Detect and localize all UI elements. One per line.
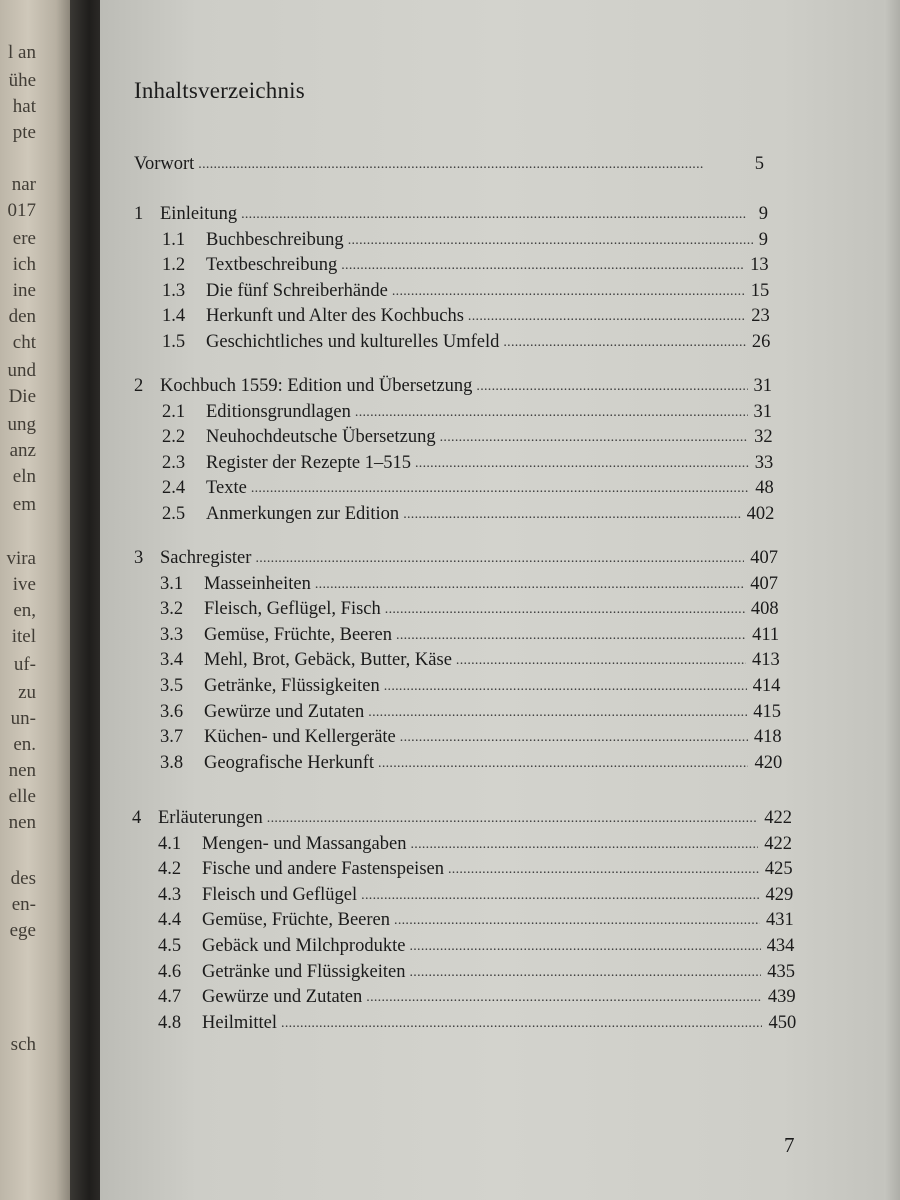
toc-entry-page: 439 (767, 987, 796, 1008)
toc-entry-page: 422 (764, 833, 792, 854)
dot-leader (198, 157, 748, 173)
dot-leader (392, 284, 745, 300)
left-text-fragment: sch (10, 1034, 36, 1055)
dot-leader (396, 628, 746, 644)
left-text-fragment: un- (10, 708, 36, 729)
toc-entry-page: 23 (751, 306, 770, 327)
left-text-fragment: den (8, 306, 36, 327)
left-text-fragment: ühe (8, 70, 36, 91)
dot-leader (385, 602, 745, 618)
left-text-fragment: nar (11, 174, 36, 195)
dot-leader (468, 309, 745, 325)
toc-entry-number: 4.1 (158, 833, 182, 854)
toc-entry-label: Geografische Herkunft (204, 752, 375, 773)
toc-entry-page: 407 (750, 573, 778, 594)
toc-entry-number: 1.3 (162, 280, 186, 301)
toc-entry-label: Gewürze und Zutaten (202, 987, 363, 1008)
dot-leader (255, 551, 744, 567)
dot-leader (355, 405, 748, 421)
toc-section-row (160, 676, 780, 700)
toc-entry-page: 450 (768, 1012, 797, 1033)
toc-entry-page: 408 (750, 599, 779, 620)
toc-chapter-row (134, 376, 772, 400)
toc-title: Inhaltsverzeichnis (134, 78, 305, 103)
left-text-fragment: ung (7, 414, 36, 435)
dot-leader (251, 481, 749, 497)
toc-entry-page: 414 (752, 676, 781, 696)
left-text-fragment: ive (12, 574, 36, 595)
left-text-fragment: nen (8, 760, 36, 781)
toc-entry-number: 4.6 (158, 961, 182, 982)
toc-entry-page: 15 (750, 280, 770, 301)
left-text-fragment: ine (12, 280, 36, 301)
toc-entry-number: 2.4 (162, 478, 186, 499)
toc-entry-number: 3.8 (160, 752, 184, 773)
toc-entry-number: 2.2 (162, 427, 186, 448)
toc-entry-label: Register der Rezepte 1–515 (206, 452, 411, 473)
toc-section-row (160, 727, 782, 751)
left-text-fragment: eln (12, 466, 36, 487)
toc-entry-page: 9 (758, 229, 768, 250)
toc-entry-number: 3.4 (160, 650, 184, 671)
toc-entry-number: 4.2 (158, 859, 182, 880)
left-text-fragment: hat (12, 96, 36, 117)
toc-entry-page: 418 (753, 727, 782, 748)
toc-section-row (162, 306, 770, 330)
toc-entry-number: 1.2 (162, 255, 186, 276)
toc-entry-page: 407 (750, 548, 778, 568)
toc-entry-label: Küchen- und Kellergeräte (204, 727, 396, 748)
toc-chapter-row (134, 548, 778, 572)
toc-entry-number: 3.1 (160, 573, 184, 594)
toc-entry-page: 434 (766, 936, 795, 956)
dot-leader (368, 705, 747, 721)
toc-entry-page: 32 (754, 427, 773, 448)
dot-leader (281, 1016, 762, 1032)
toc-section-row (160, 650, 780, 674)
toc-entry-label: Gewürze und Zutaten (204, 701, 365, 722)
toc-entry-page: 33 (754, 452, 774, 473)
toc-entry-page: 420 (754, 752, 783, 773)
toc-entry-number: 2 (134, 376, 144, 396)
toc-entry-label: Fische und andere Fastenspeisen (202, 859, 444, 880)
toc-section-row (162, 332, 770, 356)
toc-entry-label: Neuhochdeutsche Übersetzung (206, 427, 436, 448)
toc-chapter-row (134, 204, 768, 228)
dot-leader (448, 862, 759, 878)
toc-entry-page: 9 (758, 204, 768, 224)
toc-entry-label: Gemüse, Früchte, Beeren (204, 624, 393, 645)
left-text-fragment: nen (8, 812, 36, 833)
dot-leader (410, 837, 758, 853)
toc-entry-label: Mengen- und Massangaben (202, 833, 407, 854)
toc-entry-number: 1.4 (162, 306, 186, 327)
toc-entry-number: 4.8 (158, 1012, 182, 1033)
dot-leader (394, 913, 760, 929)
toc-entry-page: 48 (755, 478, 774, 499)
toc-entry-page: 411 (752, 624, 780, 645)
toc-entry-page: 425 (764, 859, 793, 880)
toc-entry-page: 413 (752, 650, 780, 671)
toc-entry-number: 3.5 (160, 676, 184, 696)
toc-entry-page: 429 (765, 884, 794, 905)
dot-leader (315, 577, 744, 593)
dot-leader (403, 507, 740, 523)
toc-entry-label: Masseinheiten (204, 573, 311, 594)
toc-entry-number: 2.1 (162, 401, 186, 422)
page-number: 7 (784, 1133, 795, 1157)
toc-chapter-row (132, 808, 792, 832)
left-text-fragment: itel (11, 626, 36, 647)
toc-entry-number: 4.5 (158, 936, 182, 956)
dot-leader (415, 456, 749, 472)
toc-entry-label: Getränke und Flüssigkeiten (202, 961, 406, 982)
toc-entry-number: 2.3 (162, 452, 186, 473)
toc-entry-label: Herkunft und Alter des Kochbuchs (206, 306, 464, 327)
toc-entry-number: 2.5 (162, 504, 186, 524)
right-page-edge (884, 0, 900, 1200)
toc-entry-page: 31 (753, 401, 772, 422)
toc-entry-page: 13 (750, 255, 769, 276)
left-text-fragment: pte (12, 122, 36, 143)
dot-leader (384, 679, 747, 695)
toc-entry-label: Die fünf Schreiberhände (206, 280, 388, 301)
toc-entry-number: 4.3 (158, 884, 182, 905)
toc-entry-number: 3.3 (160, 624, 184, 645)
dot-leader (361, 888, 759, 904)
toc-section-row (158, 962, 795, 986)
toc-entry-label: Geschichtliches und kulturelles Umfeld (206, 332, 500, 352)
toc-entry-number: 3 (134, 548, 144, 568)
toc-entry-label: Texte (206, 478, 247, 499)
toc-entry-page: 31 (753, 376, 772, 396)
toc-entry-label: Erläuterungen (158, 808, 263, 828)
dot-leader (476, 379, 747, 395)
toc-entry-page: 26 (751, 332, 771, 352)
toc-entry-label: Anmerkungen zur Edition (206, 504, 400, 524)
toc-entry-page: 402 (746, 504, 775, 524)
toc-section-row (158, 936, 794, 960)
toc-preface-row (134, 154, 764, 178)
dot-leader (440, 430, 748, 446)
book-gutter (70, 0, 102, 1200)
toc-section-row (158, 910, 794, 934)
toc-section-row (158, 987, 796, 1011)
toc-entry-page: 435 (767, 961, 795, 982)
toc-entry-label: Gemüse, Früchte, Beeren (202, 910, 391, 931)
toc-entry-label: Heilmittel (202, 1012, 278, 1033)
toc-entry-label: Editionsgrundlagen (206, 401, 351, 422)
dot-leader (409, 965, 761, 981)
toc-entry-label: Kochbuch 1559: Edition und Übersetzung (160, 376, 473, 396)
toc-entry-label: Buchbeschreibung (206, 229, 344, 250)
toc-entry-label: Sachregister (160, 548, 252, 568)
left-text-fragment: des (10, 868, 36, 889)
left-text-fragment: en- (11, 894, 36, 915)
toc-entry-number: 4.4 (158, 910, 182, 931)
toc-section-row (160, 599, 779, 623)
toc-section-row (162, 504, 774, 528)
dot-leader (241, 207, 753, 223)
toc-entry-label: Gebäck und Milchprodukte (202, 936, 406, 956)
left-text-fragment: em (12, 494, 36, 515)
toc-entry-number: 4 (132, 808, 142, 828)
toc-entry-label: Getränke, Flüssigkeiten (204, 676, 380, 696)
left-text-fragment: elle (8, 786, 36, 807)
toc-entry-label: Fleisch, Geflügel, Fisch (204, 599, 381, 620)
left-text-fragment: zu (18, 682, 36, 703)
toc-entry-number: 1.1 (162, 229, 186, 250)
toc-section-row (160, 753, 782, 777)
left-text-fragment: ege (9, 920, 36, 941)
left-text-fragment: en, (13, 600, 36, 621)
toc-entry-label: Fleisch und Geflügel (202, 884, 358, 905)
dot-leader (348, 233, 753, 249)
dot-leader (341, 258, 744, 274)
toc-section-row (162, 478, 774, 502)
left-text-fragment: und (7, 360, 36, 381)
toc-entry-label: Mehl, Brot, Gebäck, Butter, Käse (204, 650, 452, 671)
left-text-fragment: uf- (13, 654, 36, 675)
dot-leader (400, 730, 748, 746)
toc-entry-label: Vorwort (134, 154, 195, 174)
toc-entry-page: 415 (753, 701, 781, 722)
toc-section-row (162, 230, 768, 254)
toc-section-row (160, 574, 778, 598)
toc-entry-number: 3.2 (160, 599, 184, 620)
left-text-fragment: cht (12, 332, 36, 353)
toc-section-row (158, 834, 792, 858)
toc-section-row (160, 702, 781, 726)
toc-entry-label: Einleitung (160, 204, 238, 224)
toc-section-row (158, 1013, 796, 1037)
toc-section-row (162, 281, 769, 305)
toc-entry-number: 4.7 (158, 987, 182, 1008)
left-text-fragment: 017 (7, 200, 36, 221)
toc-entry-label: Textbeschreibung (206, 255, 338, 276)
toc-entry-page: 5 (754, 154, 764, 174)
left-text-fragment: l an (8, 42, 36, 63)
toc-entry-page: 422 (764, 808, 792, 828)
toc-entry-page: 431 (766, 910, 794, 931)
toc-section-row (162, 255, 769, 279)
toc-entry-number: 3.6 (160, 701, 184, 722)
dot-leader (503, 335, 746, 351)
left-text-fragment: anz (9, 440, 36, 461)
left-text-fragment: ere (12, 228, 36, 249)
dot-leader (267, 811, 758, 827)
left-text-fragment: en. (13, 734, 36, 755)
toc-section-row (158, 885, 793, 909)
left-text-fragment: vira (6, 548, 36, 569)
toc-section-row (162, 427, 773, 451)
toc-section-row (158, 859, 793, 883)
toc-entry-number: 1.5 (162, 332, 186, 352)
dot-leader (456, 653, 746, 669)
toc-section-row (160, 625, 779, 649)
left-text-fragment: Die (8, 386, 36, 407)
toc-section-row (162, 402, 772, 426)
toc-entry-number: 3.7 (160, 727, 184, 748)
toc-section-row (162, 453, 773, 477)
dot-leader (366, 990, 762, 1006)
toc-entry-number: 1 (134, 204, 144, 224)
left-page-edge (0, 0, 70, 1200)
dot-leader (409, 939, 760, 955)
left-text-fragment: ich (12, 254, 36, 275)
dot-leader (378, 756, 748, 772)
